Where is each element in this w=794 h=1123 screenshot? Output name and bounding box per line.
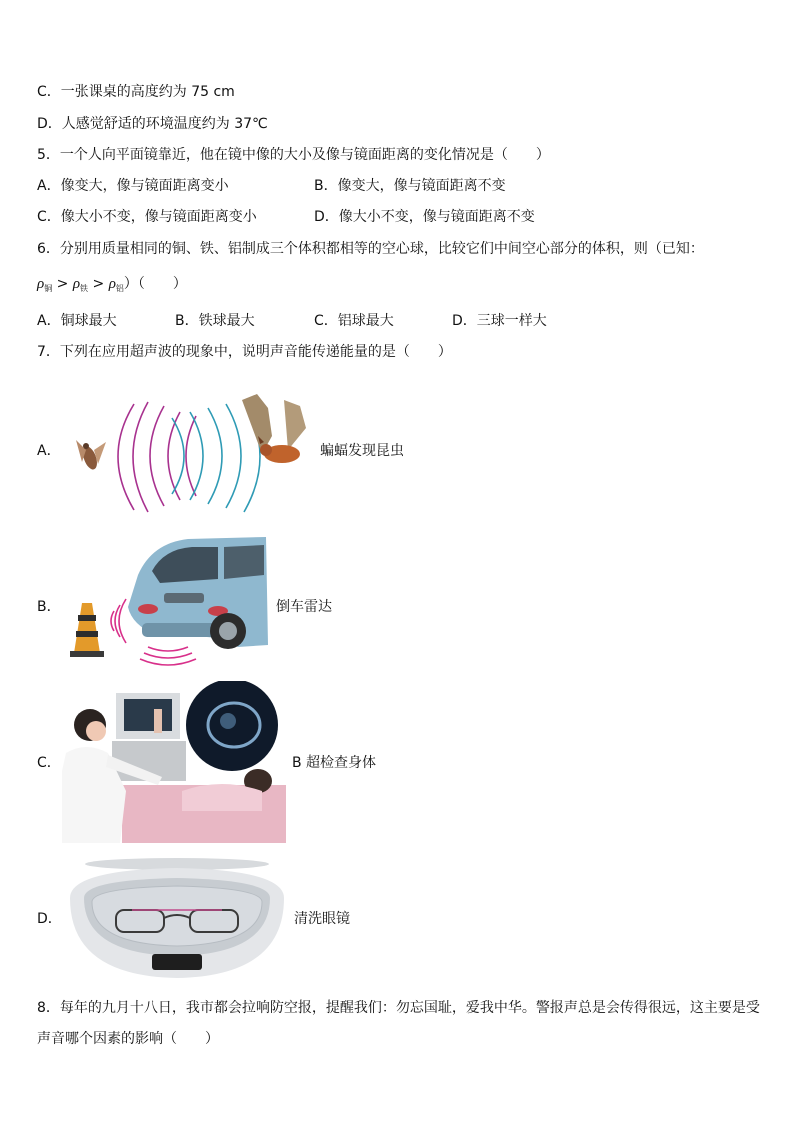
q5-option-c: C．像大小不变，像与镜面距离变小 bbox=[37, 209, 257, 225]
q5-stem: 5．一个人向平面镜靠近，他在镜中像的大小及像与镜面距离的变化情况是（ ） bbox=[37, 147, 550, 163]
traffic-cone-icon bbox=[70, 603, 104, 657]
prev-option-c: C．一张课桌的高度约为 75 cm bbox=[37, 84, 235, 100]
insect-icon bbox=[76, 440, 106, 471]
reversing-radar-illustration bbox=[68, 535, 270, 671]
q7-stem: 7．下列在应用超声波的现象中，说明声音能传递能量的是（ ） bbox=[37, 344, 452, 360]
q8-stem-line2: 声音哪个因素的影响（ ） bbox=[37, 1031, 219, 1047]
q5-option-d: D．像大小不变，像与镜面距离不变 bbox=[314, 209, 535, 225]
q6-density-relation: $\rho_铜 > \rho_铁 > \rho_铝$）（ ） bbox=[37, 276, 187, 293]
prev-option-d: D．人感觉舒适的环境温度约为 37℃ bbox=[37, 116, 268, 132]
q7-option-c-label: C． bbox=[37, 755, 61, 771]
bat-icon bbox=[242, 394, 306, 463]
q5-option-b: B．像变大，像与镜面距离不变 bbox=[314, 178, 506, 194]
q7-option-c-caption: B 超检查身体 bbox=[292, 755, 377, 771]
q6-option-b: B．铁球最大 bbox=[175, 313, 255, 329]
q7-option-b-label: B． bbox=[37, 599, 61, 615]
q7-option-b-caption: 倒车雷达 bbox=[276, 599, 332, 615]
q7-option-d-caption: 清洗眼镜 bbox=[294, 911, 350, 927]
q8-stem-line1: 8．每年的九月十八日，我市都会拉响防空报，提醒我们：勿忘国耻，爱我中华。警报声总是会传得很远，这主要是受 bbox=[37, 1000, 760, 1016]
q7-option-a-label: A． bbox=[37, 443, 61, 459]
q6-stem: 6．分别用质量相同的铜、铁、铝制成三个体积都相等的空心球，比较它们中间空心部分的体积，则（已知： bbox=[37, 241, 704, 257]
q7-option-a-caption: 蝙蝠发现昆虫 bbox=[320, 443, 404, 459]
q6-option-d: D．三球一样大 bbox=[452, 313, 547, 329]
q5-option-a: A．像变大，像与镜面距离变小 bbox=[37, 178, 229, 194]
bat-insect-illustration bbox=[72, 392, 312, 520]
q7-option-d-label: D． bbox=[37, 911, 62, 927]
q6-option-c: C．铝球最大 bbox=[314, 313, 394, 329]
ultrasound-exam-photo bbox=[62, 681, 286, 843]
q6-option-a: A．铜球最大 bbox=[37, 313, 117, 329]
ultrasonic-cleaner-photo bbox=[66, 858, 288, 980]
